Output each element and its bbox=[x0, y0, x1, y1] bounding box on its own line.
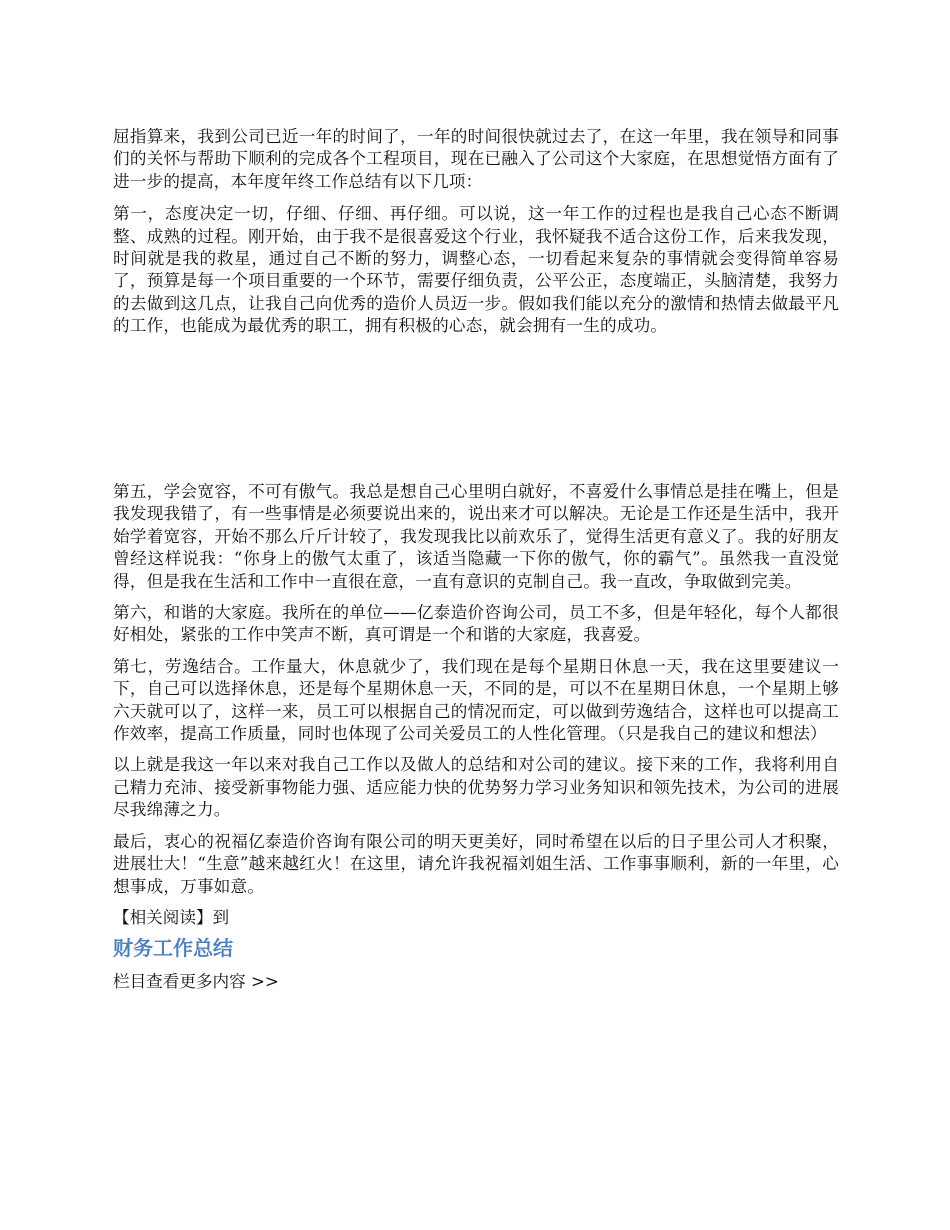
paragraph-intro: 屈指算来，我到公司已近一年的时间了，一年的时间很快就过去了，在这一年里，我在领导和同事们的关怀与帮助下顺利的完成各个工程项目，现在已融入了公司这个大家庭，在思想觉悟方面有了进一步的提高，本年度年终工作总结有以下几项： bbox=[113, 127, 839, 191]
paragraph-sixth-point: 第六，和谐的大家庭。我所在的单位——亿泰造价咨询公司，员工不多，但是年轻化，每个人都很好相处，紧张的工作中笑声不断，真可谓是一个和谐的大家庭，我喜爱。 bbox=[113, 603, 839, 645]
paragraph-closing: 最后，衷心的祝福亿泰造价咨询有限公司的明天更美好，同时希望在以后的日子里公司人才积聚，进展壮大！“生意”越来越红火！在这里，请允许我祝福刘姐生活、工作事事顺利，新的一年里，心想事成，万事如意。 bbox=[113, 831, 839, 896]
related-reading-label: 【相关阅读】到 bbox=[113, 907, 230, 927]
paragraph-first-point: 第一，态度决定一切，仔细、仔细、再仔细。可以说，这一年工作的过程也是我自己心态不断调整、成熟的过程。刚开始，由于我不是很喜爱这个行业，我怀疑我不适合这份工作，后来我发现，时间就是我的救星，通过自己不断的努力，调整心态，一切看起来复杂的事情就会变得简单容易了，预算是每一个项目重要的一个环节，需要仔细负责，公平公正，态度端正，头脑清楚，我努力的去做到这几点，让我自己向优秀的造价人员迈一步。假如我们能以充分的激情和热情去做最平凡的工作，也能成为最优秀的职工，拥有积极的心态，就会拥有一生的成功。 bbox=[113, 204, 839, 336]
intro-section bbox=[113, 126, 839, 338]
paragraph-summary: 以上就是我这一年以来对我自己工作以及做人的总结和对公司的建议。接下来的工作，我将利用自己精力充沛、接受新事物能力强、适应能力快的优势努力学习业务知识和领先技术，为公司的进展尽我绵薄之力。 bbox=[113, 755, 839, 820]
related-link-finance-summary[interactable]: 财务工作总结 bbox=[113, 936, 233, 961]
paragraph-seventh-point: 第七，劳逸结合。工作量大，休息就少了，我们现在是每个星期日休息一天，我在这里要建议一下，自己可以选择休息，还是每个星期休息一天，不同的是，可以不在星期日休息，一个星期上够六天就可以了，这样一来，员工可以根据自己的情况而定，可以做到劳逸结合，这样也可以提高工作效率，提高工作质量，同时也体现了公司关爱员工的人性化管理。（只是我自己的建议和想法） bbox=[113, 656, 839, 744]
later-section bbox=[113, 481, 839, 993]
view-more-link[interactable]: 栏目查看更多内容 >> bbox=[113, 972, 279, 992]
paragraph-fifth-point: 第五，学会宽容，不可有傲气。我总是想自己心里明白就好，不喜爱什么事情总是挂在嘴上，但是我发现我错了，有一些事情是必须要说出来的，说出来才可以解决。无论是工作还是生活中，我开始学着宽容，开始不那么斤斤计较了，我发现我比以前欢乐了，觉得生活更有意义了。我的好朋友曾经这样说我：“你身上的傲气太重了，该适当隐藏一下你的傲气，你的霸气”。虽然我一直没觉得，但是我在生活和工作中一直很在意，一直有意识的克制自己。我一直改，争取做到完美。 bbox=[113, 482, 839, 591]
